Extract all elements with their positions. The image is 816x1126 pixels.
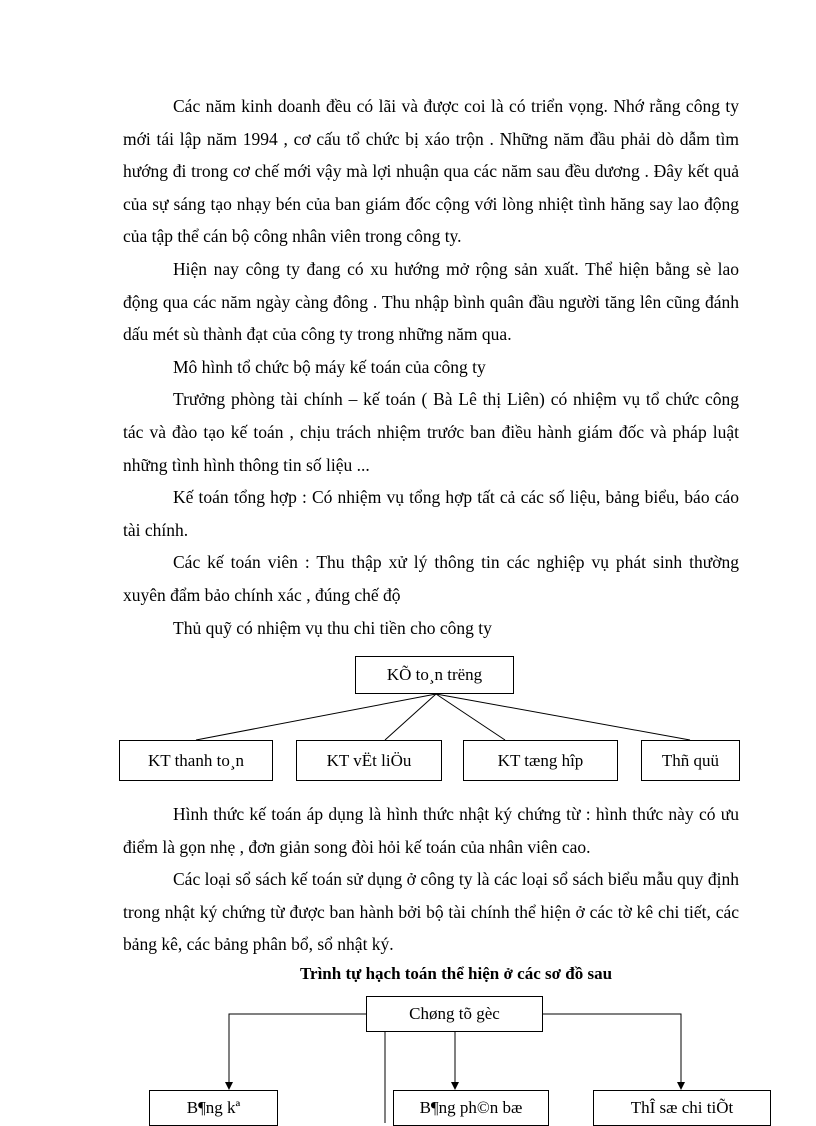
flow-child-box: ThÎ sæ chi tiÕt (593, 1090, 771, 1126)
connector-line (229, 1014, 366, 1088)
org-child-box: KT tæng hîp (463, 740, 618, 781)
paragraph: Thủ quỹ có nhiệm vụ thu chi tiền cho công ty (173, 617, 492, 638)
arrow-head-icon (225, 1082, 233, 1090)
org-child-box: Thñ quü (641, 740, 740, 781)
paragraph: Các loại sổ sách kế toán sử dụng ở công ty là các loại sổ sách biểu mẫu quy định trong nhật ký chứng từ được ban hành bởi bộ tài chính thể hiện ở các tờ kê chi tiết, các bảng kê, các bảng phân bổ, sổ nhật ký. (123, 869, 739, 955)
flow-heading: Trình tự hạch toán thể hiện ở các sơ đồ sau (299, 964, 613, 983)
flow-root-box: Chøng tõ gèc (366, 996, 543, 1032)
paragraph: Các năm kinh doanh đều có lãi và được coi là có triển vọng. Nhớ rằng công ty mới tái lập năm 1994 , cơ cấu tổ chức bị xáo trộn . Những năm đầu phải dò dẫm tìm hướng đi trong cơ chế mới vậy mà lợi nhuận qua các năm sau đều dương . Đây kết quả của sự sáng tạo nhạy bén của ban giám đốc cộng với lòng nhiệt tình hăng say lao động của tập thể cán bộ công nhân viên trong công ty. (123, 96, 739, 247)
paragraph: Kế toán tổng hợp : Có nhiệm vụ tổng hợp tất cả các số liệu, bảng biểu, báo cáo tài chính. (123, 487, 739, 540)
paragraph: Hình thức kế toán áp dụng là hình thức nhật ký chứng từ : hình thức này có ưu điểm là gọn nhẹ , đơn giản song đòi hỏi kế toán của nhân viên cao. (123, 804, 739, 857)
org-child-box: KT thanh to¸n (119, 740, 273, 781)
text-block-2 (123, 798, 739, 961)
connector-line (436, 694, 505, 740)
org-child-box: KT vËt liÖu (296, 740, 442, 781)
paragraph: Các kế toán viên : Thu thập xử lý thông tin các nghiệp vụ phát sinh thường xuyên đẩm bảo chính xác , đúng chế độ (123, 552, 739, 605)
paragraph: Trưởng phòng tài chính – kế toán ( Bà Lê thị Liên) có nhiệm vụ tổ chức công tác và đào tạo kế toán , chịu trách nhiệm trước ban điều hành giám đốc và pháp luật những tình hình thông tin số liệu ... (123, 389, 739, 475)
flow-child-box: B¶ng kª (149, 1090, 278, 1126)
arrow-head-icon (451, 1082, 459, 1090)
connector-line (436, 694, 690, 740)
paragraph: Mô hình tổ chức bộ máy kế toán của công ty (173, 356, 486, 377)
org-root-box: KÕ to¸n trëng (355, 656, 514, 694)
arrow-head-icon (677, 1082, 685, 1090)
connector-line (385, 694, 436, 740)
flow-child-box: B¶ng ph©n bæ (393, 1090, 549, 1126)
connector-line (196, 694, 436, 740)
connector-line (543, 1014, 681, 1088)
paragraph: Hiện nay công ty đang có xu hướng mở rộng sản xuất. Thể hiện bằng sè lao động qua các năm ngày càng đông . Thu nhập bình quân đầu người tăng lên cũng đánh dấu mét sù thành đạt của công ty trong những năm qua. (123, 258, 739, 345)
